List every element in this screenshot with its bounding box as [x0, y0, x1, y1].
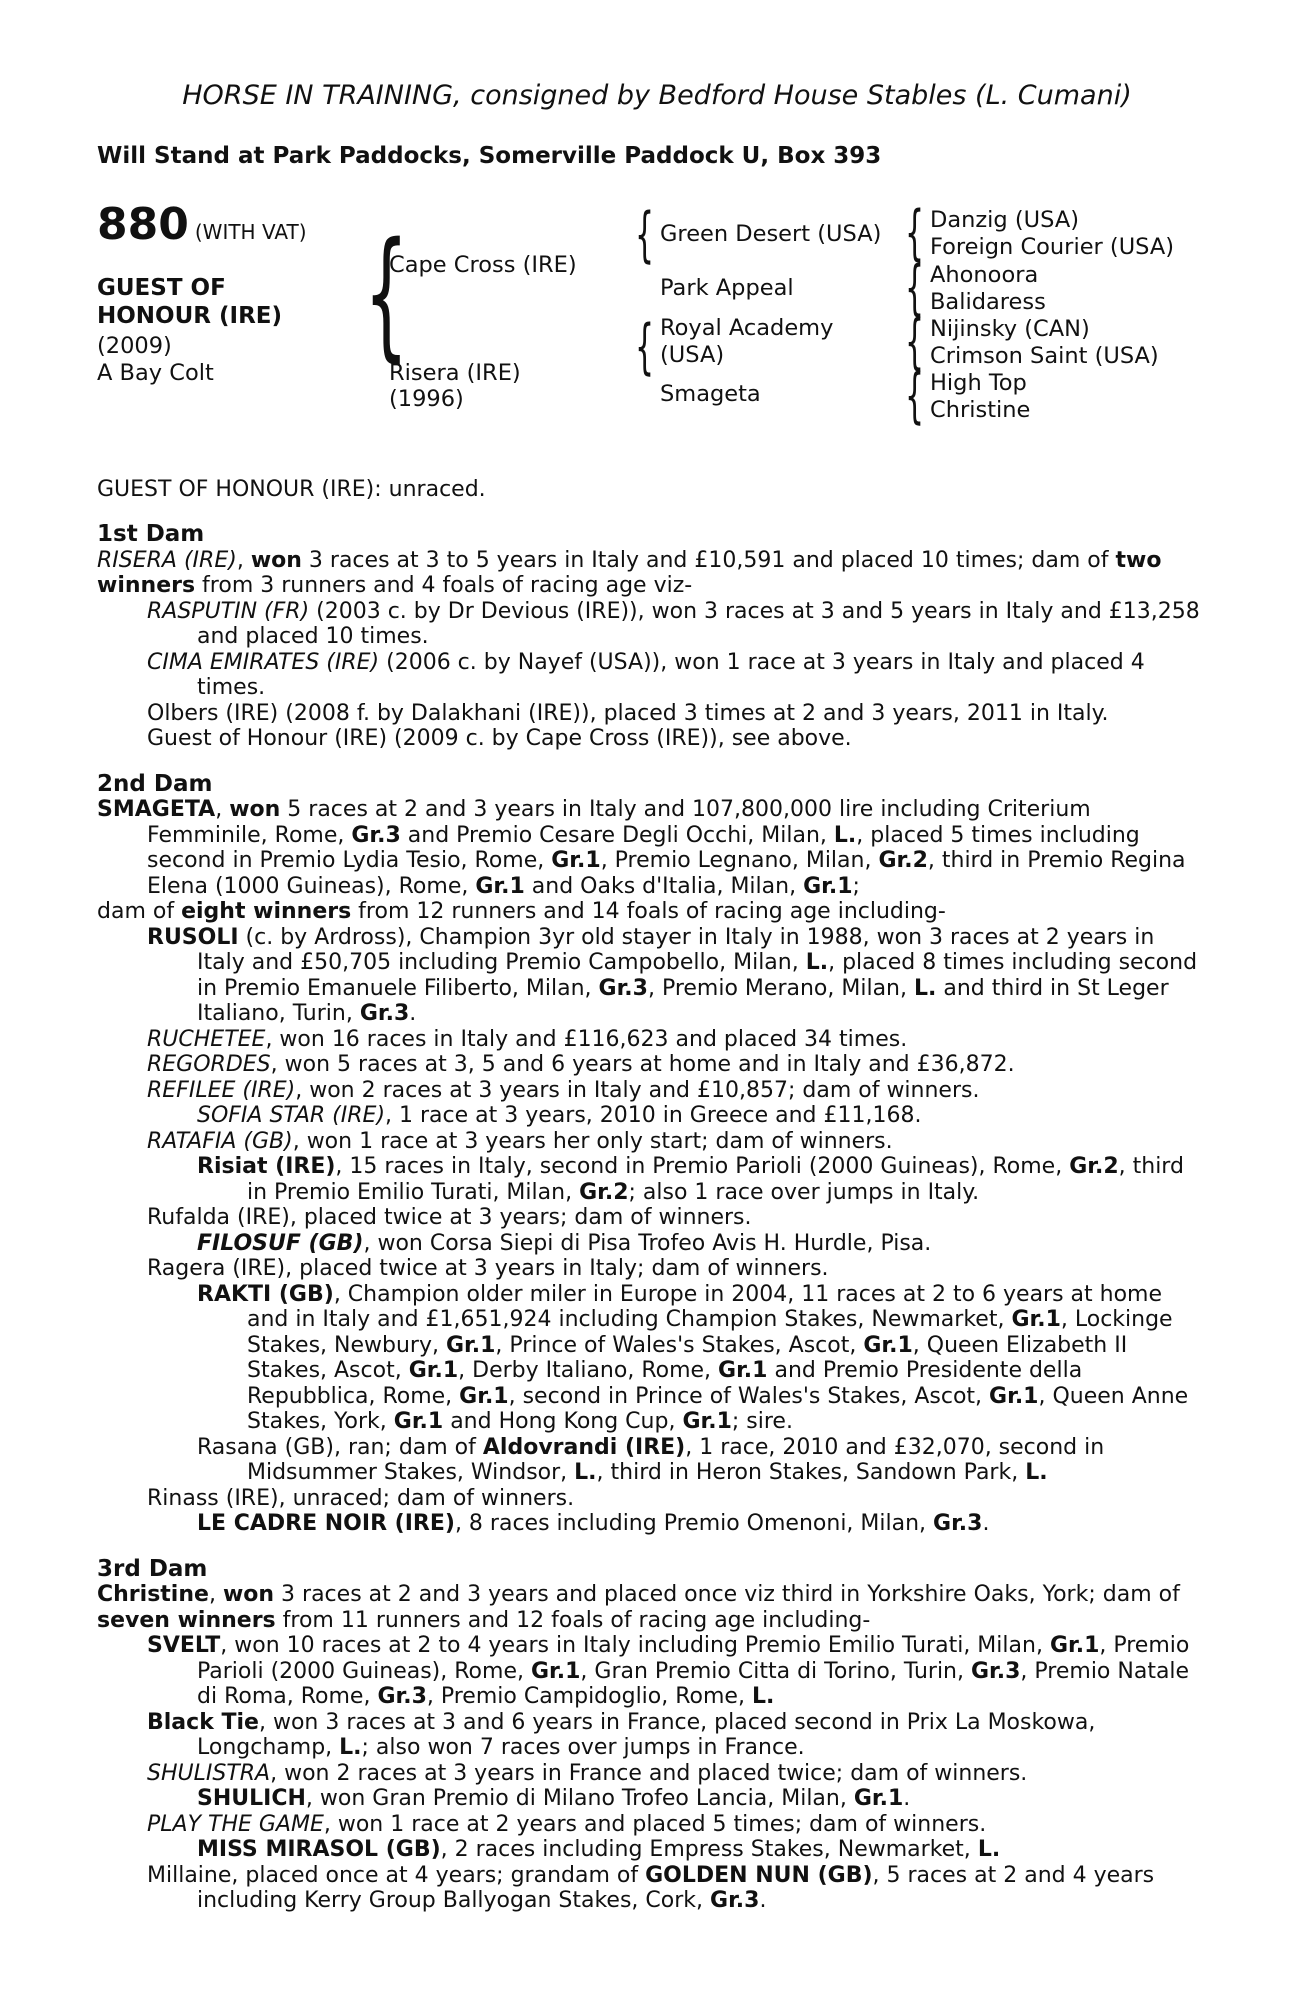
grand-progeny-item: MISS MIRASOL (GB), 2 races including Empress Stakes, Newmarket, L. — [197, 1837, 1001, 1862]
first-dam-summary: RISERA (IRE), won 3 races at 3 to 5 years in Italy and £10,591 and placed 10 times; dam of two winners from 3 runners and 4 foals of racing age viz- — [97, 547, 1162, 598]
progeny-item: RASPUTIN (FR) (2003 c. by Dr Devious (IRE)), won 3 races at 3 and 5 years in Italy and £13,258 and placed 10 times. — [147, 598, 1200, 649]
brace-dam-parents: { — [635, 312, 655, 382]
horse-name-line2: HONOUR (IRE) — [97, 303, 282, 329]
first-dam-section — [97, 522, 1207, 752]
grandparent-6: Crimson Saint (USA) — [930, 343, 1159, 369]
grand-progeny-item: LE CADRE NOIR (IRE), 8 races including Premio Omenoni, Milan, Gr.3. — [197, 1511, 990, 1536]
progeny-item: PLAY THE GAME, won 1 race at 2 years and placed 5 times; dam of winners. — [147, 1811, 987, 1837]
brace-sire-dam: { — [364, 213, 409, 376]
second-dam-section — [97, 772, 1207, 1537]
brace-g2: { — [905, 253, 925, 323]
brace-g1: { — [905, 198, 925, 268]
first-dam-heading: 1st Dam — [97, 521, 205, 547]
second-dam-heading: 2nd Dam — [97, 770, 213, 797]
brace-g3: { — [905, 307, 925, 377]
grand-progeny-item: FILOSUF (GB), won Corsa Siepi di Pisa Trofeo Avis H. Hurdle, Pisa. — [197, 1230, 932, 1256]
progeny-item: Black Tie, won 3 races at 3 and 6 years in France, placed second in Prix La Moskowa, Longchamp, L.; also won 7 races over jumps in France. — [147, 1709, 1096, 1760]
grand-progeny-item: RAKTI (GB), Champion older miler in Europe in 2004, 11 races at 2 to 6 years at home and in Italy and £1,651,924 including Champion Stakes, Newmarket, Gr.1, Lockinge Stakes, Newbury, Gr.1, Prince of Wales's Stakes, Ascot, Gr.1, Queen Elizabeth II Stakes, Ascot, Gr.1, Derby Italiano, Rome, Gr.1 and Premio Presidente della Repubblica, Rome, Gr.1, second in Prince of Wales's Stakes, Ascot, Gr.1, Queen Anne Stakes, York, Gr.1 and Hong Kong Cup, Gr.1; sire. — [197, 1281, 1189, 1434]
sire-dam: Park Appeal — [660, 275, 794, 301]
third-dam-section — [97, 1557, 1207, 1914]
progeny-item: Ragera (IRE), placed twice at 3 years in Italy; dam of winners. — [147, 1256, 829, 1281]
lot-heading — [97, 199, 307, 250]
dam-year: (1996) — [389, 386, 464, 412]
horse-name-line1: GUEST OF — [97, 275, 226, 301]
stand-location: Will Stand at Park Paddocks, Somerville Paddock U, Box 393 — [97, 143, 882, 169]
progeny-item: SHULISTRA, won 2 races at 3 years in France and placed twice; dam of winners. — [147, 1760, 1028, 1786]
grandparent-5: Nijinsky (CAN) — [930, 316, 1090, 342]
progeny-item: REFILEE (IRE), won 2 races at 3 years in Italy and £10,857; dam of winners. — [147, 1077, 980, 1103]
dam-sire-line1: Royal Academy — [660, 315, 834, 341]
horse-year: (2009) — [97, 333, 172, 359]
progeny-item: Rufalda (IRE), placed twice at 3 years; dam of winners. — [147, 1205, 752, 1230]
grand-progeny-item: Rasana (GB), ran; dam of Aldovrandi (IRE), 1 race, 2010 and £32,070, second in Midsummer Stakes, Windsor, L., third in Heron Stakes, Sandown Park, L. — [197, 1434, 1105, 1485]
grandparent-2: Foreign Courier (USA) — [930, 234, 1175, 260]
second-dam-summary: SMAGETA, won 5 races at 2 and 3 years in Italy and 107,800,000 lire including Criterium Femminile, Rome, Gr.3 and Premio Cesare Degli Occhi, Milan, L., placed 5 times including second in Premio Lydia Tesio, Rome, Gr.1, Premio Legnano, Milan, Gr.2, third in Premio Regina Elena (1000 Guineas), Rome, Gr.1 and Oaks d'Italia, Milan, Gr.1; — [97, 797, 1186, 899]
progeny-item: CIMA EMIRATES (IRE) (2006 c. by Nayef (USA)), won 1 race at 3 years in Italy and placed 4 times. — [147, 649, 1145, 700]
grandparent-1: Danzig (USA) — [930, 207, 1079, 233]
page-header: HORSE IN TRAINING, consigned by Bedford House Stables (L. Cumani) — [182, 80, 1132, 111]
progeny-item: REGORDES, won 5 races at 3, 5 and 6 years at home and in Italy and £36,872. — [147, 1052, 1015, 1077]
sire: Cape Cross (IRE) — [389, 252, 577, 278]
brace-g4: { — [905, 361, 925, 431]
progeny-item: RATAFIA (GB), won 1 race at 3 years her only start; dam of winners. — [147, 1128, 893, 1154]
vat-note: (WITH VAT) — [194, 220, 307, 244]
horse-description: A Bay Colt — [97, 360, 214, 386]
third-dam-summary: Christine, won 3 races at 2 and 3 years and placed once viz third in Yorkshire Oaks, York; dam of seven winners from 11 runners and 12 foals of racing age including- — [97, 1582, 1180, 1633]
racing-record: GUEST OF HONOUR (IRE): unraced. — [97, 477, 486, 502]
progeny-item: Guest of Honour (IRE) (2009 c. by Cape Cross (IRE)), see above. — [147, 726, 852, 751]
dam: Risera (IRE) — [389, 360, 521, 386]
dam-sire-line2: (USA) — [660, 342, 725, 368]
progeny-item: RUSOLI (c. by Ardross), Champion 3yr old stayer in Italy in 1988, won 3 races at 2 years in Italy and £50,705 including Premio Campobello, Milan, L., placed 8 times including second in Premio Emanuele Filiberto, Milan, Gr.3, Premio Merano, Milan, L. and third in St Leger Italiano, Turin, Gr.3. — [147, 924, 1198, 1026]
catalogue-page — [97, 80, 1207, 1914]
pedigree-table — [97, 198, 1207, 451]
progeny-item: Millaine, placed once at 4 years; grandam of GOLDEN NUN (GB), 5 races at 2 and 4 years including Kerry Group Ballyogan Stakes, Cork, Gr.3. — [147, 1862, 1155, 1913]
progeny-item: SVELT, won 10 races at 2 to 4 years in Italy including Premio Emilio Turati, Milan, Gr.1, Premio Parioli (2000 Guineas), Rome, Gr.1, Gran Premio Citta di Torino, Turin, Gr.3, Premio Natale di Roma, Rome, Gr.3, Premio Campidoglio, Rome, L. — [147, 1633, 1190, 1709]
third-dam-heading: 3rd Dam — [97, 1555, 208, 1582]
progeny-item: Olbers (IRE) (2008 f. by Dalakhani (IRE)), placed 3 times at 2 and 3 years, 2011 in Italy. — [147, 700, 1109, 726]
grandparent-4: Balidaress — [930, 289, 1046, 315]
grandparent-8: Christine — [930, 397, 1031, 423]
grand-progeny-item: SOFIA STAR (IRE), 1 race at 3 years, 2010 in Greece and £11,168. — [197, 1103, 922, 1128]
grandparent-7: High Top — [930, 370, 1027, 396]
progeny-item: Rinass (IRE), unraced; dam of winners. — [147, 1485, 575, 1511]
dam-dam: Smageta — [660, 381, 761, 407]
grandparent-3: Ahonoora — [930, 262, 1039, 288]
second-dam-produce: dam of eight winners from 12 runners and 14 foals of racing age including- — [97, 899, 946, 924]
lot-number: 880 — [97, 199, 189, 250]
brace-sire-parents: { — [635, 200, 655, 270]
progeny-item: RUCHETEE, won 16 races in Italy and £116,623 and placed 34 times. — [147, 1026, 908, 1052]
grand-progeny-item: Risiat (IRE), 15 races in Italy, second in Premio Parioli (2000 Guineas), Rome, Gr.2, third in Premio Emilio Turati, Milan, Gr.2; also 1 race over jumps in Italy. — [197, 1154, 1184, 1205]
sire-sire: Green Desert (USA) — [660, 221, 882, 247]
grand-progeny-item: SHULICH, won Gran Premio di Milano Trofeo Lancia, Milan, Gr.1. — [197, 1786, 911, 1811]
